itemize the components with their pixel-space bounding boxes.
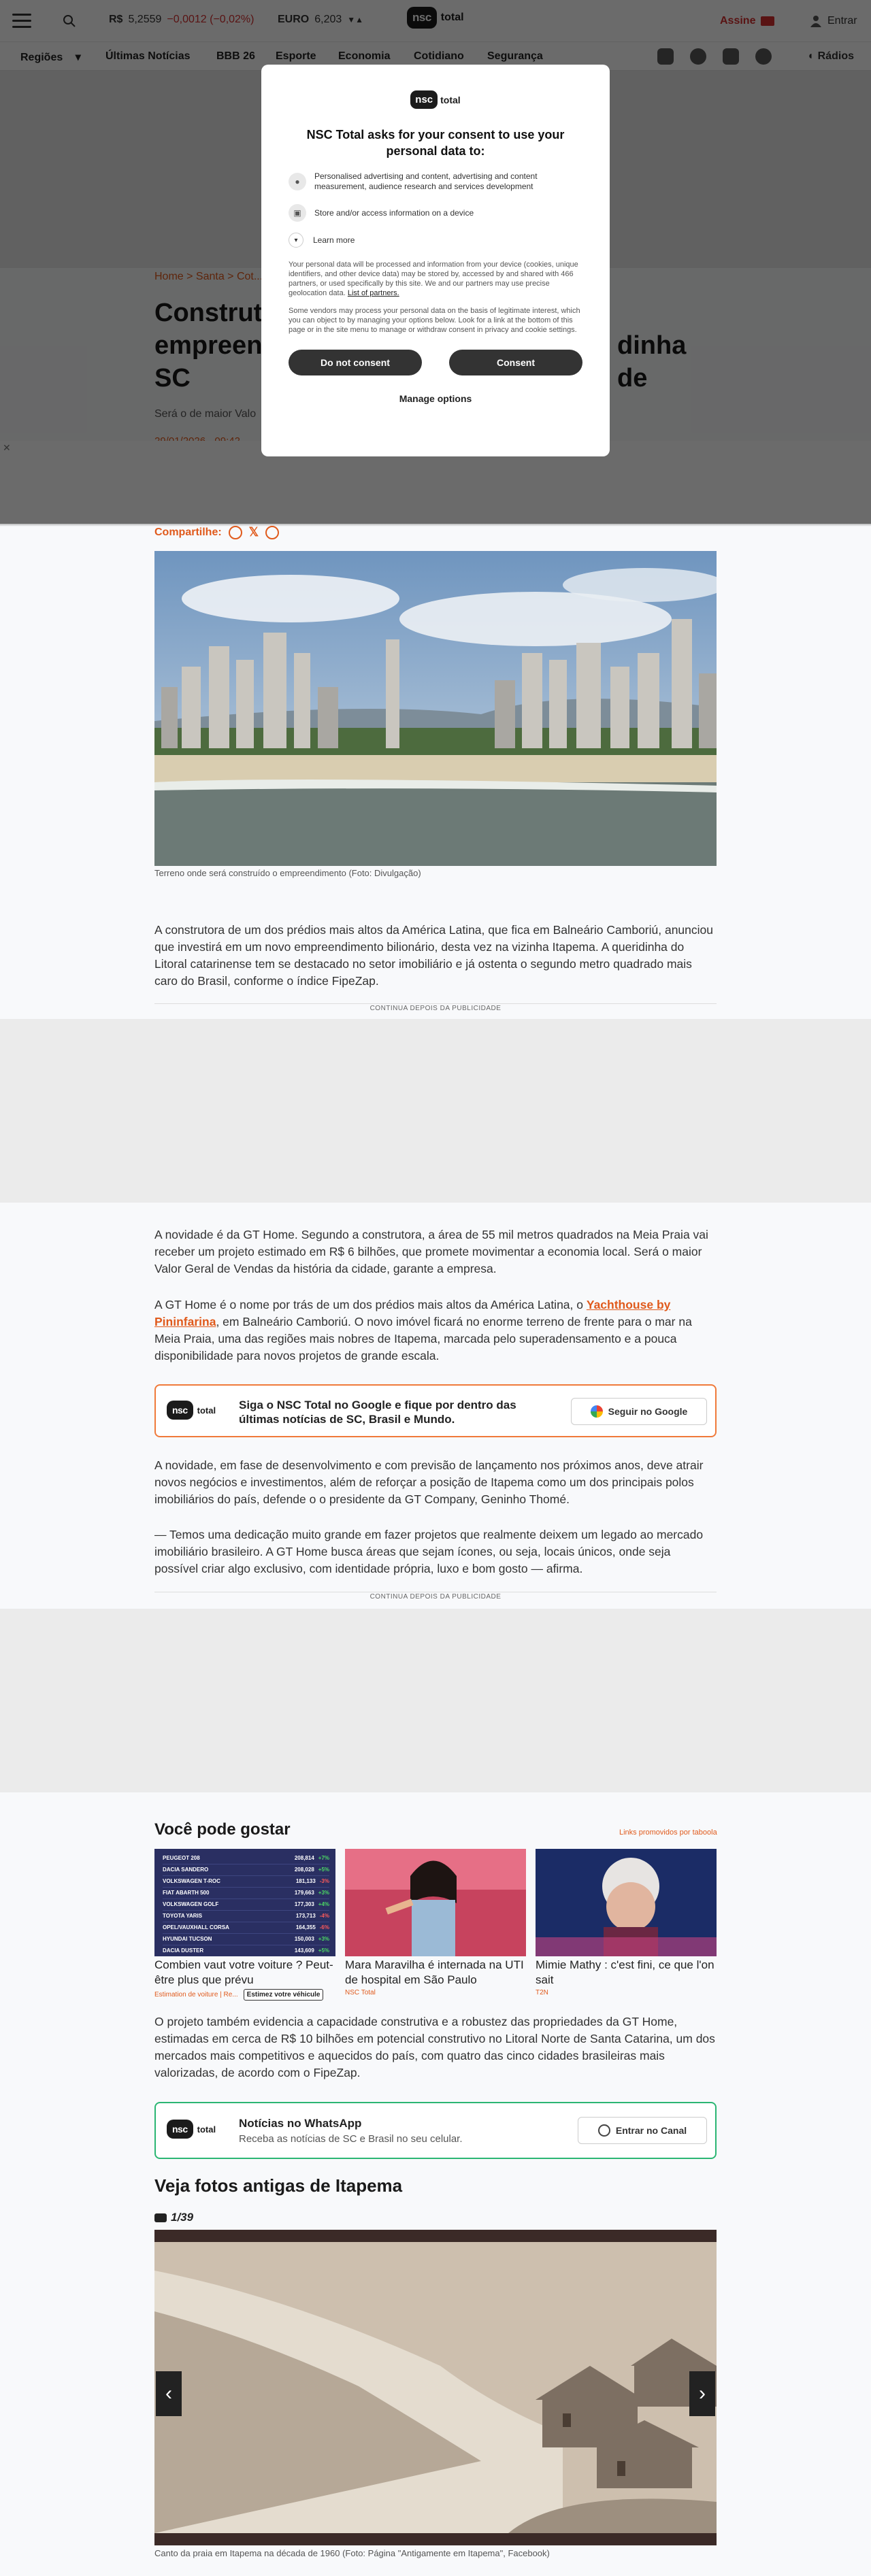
car-price-list — [163, 1853, 329, 1956]
counter-text: 1/39 — [171, 2211, 194, 2224]
button-label: Entrar no Canal — [615, 2125, 687, 2136]
article-paragraph: O projeto também evidencia a capacidade construtiva e a robustez das propriedades da GT Home, estimadas em cerca de R$ 10 bilhões em potencial construtivo no Litoral Norte de Santa Catarina, um dos mercados mais competitivos e aquecidos do país, com quatro das cinco cidades brasileiras mais valorizadas, de acordo com o FipeZap. — [154, 2015, 715, 2079]
car-price: 181,133 — [295, 1878, 316, 1884]
car-values — [295, 1899, 329, 1910]
rec-source-row — [154, 1989, 335, 2001]
card-logo — [167, 1401, 216, 1420]
car-change: +7% — [318, 1855, 329, 1861]
consent-heading: NSC Total asks for your consent to use your personal data to: — [306, 128, 565, 158]
gallery-next-button[interactable] — [689, 2371, 715, 2416]
whatsapp-card-title: Notícias no WhatsApp — [239, 2117, 362, 2130]
learn-more-toggle[interactable] — [289, 233, 582, 248]
facebook-icon[interactable] — [229, 526, 242, 539]
card-logo — [167, 2120, 216, 2139]
ad-label: CONTINUA DEPOIS DA PUBLICIDADE — [369, 1593, 502, 1601]
rec-title: Combien vaut votre voiture ? Peut-être plus que prévu — [154, 1958, 333, 1986]
car-name: PEUGEOT 208 — [163, 1855, 200, 1861]
rec-title: Mimie Mathy : c'est fini, ce que l'on sait — [536, 1958, 714, 1986]
button-label: Seguir no Google — [608, 1406, 688, 1417]
car-values — [295, 1934, 329, 1945]
article-paragraph: — Temos uma dedicação muito grande em fazer projetos que realmente deixem um legado ao mercado imobiliário brasileiro. A GT Home busca áreas que sejam ícones, ou seja, locais únicos, onde seja possível criar algo exclusivo, com identidade própria, luxo e bom gosto — afirma. — [154, 1528, 704, 1575]
consent-button[interactable]: Consent — [449, 350, 582, 375]
learn-more-label: Learn more — [313, 235, 355, 245]
article-paragraph: A construtora de um dos prédios mais altos da América Latina, que fica em Balneário Camboriú, anunciou que investirá em um novo empreendimento bilionário, desta vez na vizinha Itapema. A queridinha do Litoral catarinense tem se destacado no setor imobiliário e já ostenta o segundo metro quadrado mais caro do Brasil, conforme o índice FipeZap. — [154, 923, 714, 988]
consent-dialog — [261, 65, 610, 456]
car-values — [296, 1922, 329, 1933]
car-change: +5% — [318, 1867, 329, 1873]
chevron-left-icon: ‹ — [165, 2382, 172, 2405]
ad-label: CONTINUA DEPOIS DA PUBLICIDADE — [369, 1005, 502, 1012]
paragraph-text: A GT Home é o nome por trás de um dos prédios mais altos da América Latina, o — [154, 1298, 587, 1311]
chevron-down-icon: ▾ — [289, 233, 303, 248]
google-follow-card — [154, 1384, 717, 1437]
consent-buttons — [289, 350, 582, 375]
do-not-consent-button[interactable]: Do not consent — [289, 350, 422, 375]
gallery-heading: Veja fotos antigas de Itapema — [154, 2175, 403, 2196]
car-price: 143,609 — [294, 1947, 314, 1954]
car-price: 208,814 — [294, 1855, 314, 1861]
rec-item[interactable] — [154, 1849, 335, 2001]
gallery-caption: Canto da praia em Itapema na década de 1960 (Foto: Página "Antigamente em Itapema", Facebook) — [154, 2548, 550, 2558]
manage-options-button[interactable]: Manage options — [399, 393, 472, 404]
ad-slot — [0, 1019, 871, 1203]
car-change: +3% — [318, 1936, 329, 1942]
article-paragraph — [154, 1297, 717, 1365]
rec-thumbnail — [536, 1849, 717, 1956]
car-change: +4% — [318, 1901, 329, 1907]
x-icon[interactable]: 𝕏 — [248, 525, 259, 539]
car-change: -4% — [319, 1913, 329, 1919]
join-channel-button[interactable] — [578, 2117, 707, 2144]
car-row — [163, 1922, 329, 1934]
car-row — [163, 1853, 329, 1864]
car-values — [296, 1911, 329, 1922]
car-change: -3% — [319, 1878, 329, 1884]
consent-purpose — [289, 171, 582, 192]
car-name: VOLKSWAGEN GOLF — [163, 1901, 219, 1907]
car-price: 208,028 — [294, 1867, 314, 1873]
ad-slot — [0, 1609, 871, 1792]
car-change: +5% — [318, 1947, 329, 1954]
google-card-text: Siga o NSC Total no Google e fique por dentro das últimas notícias de SC, Brasil e Mundo. — [239, 1399, 516, 1426]
car-values — [296, 1876, 329, 1887]
article-paragraph: A novidade é da GT Home. Segundo a construtora, a área de 55 mil metros quadrados na Meia Praia vai receber um projeto estimado em R$ 6 bilhões, que promete movimentar a economia local. Será o maior Valor Geral de Vendas da história da cidade, garante a empresa. — [154, 1228, 708, 1275]
taboola-label[interactable]: Links promovidos por taboola — [619, 1828, 717, 1837]
consent-para: Some vendors may process your personal data on the basis of legitimate interest, which you can object to by managing your options below. Look for a link at the bottom of this page or in the site menu to manage or withdraw consent in privacy and cookie settings. — [289, 307, 580, 334]
rec-source: Estimation de voiture | Re... — [154, 1991, 238, 1998]
rec-source: NSC Total — [345, 1989, 376, 1996]
gallery-prev-button[interactable] — [156, 2371, 182, 2416]
consent-text — [289, 260, 582, 298]
rec-source: T2N — [536, 1989, 548, 1996]
logo-text: total — [197, 1405, 216, 1416]
car-row — [163, 1876, 329, 1888]
car-name: HYUNDAI TUCSON — [163, 1936, 212, 1942]
car-row — [163, 1888, 329, 1899]
rec-item[interactable] — [345, 1849, 526, 1996]
car-values — [295, 1853, 329, 1864]
device-icon: ▣ — [289, 204, 306, 222]
gallery-counter — [154, 2211, 193, 2224]
consent-para: Your personal data will be processed and information from your device (cookies, unique identifiers, and other device data) may be stored by, accessed by and shared with 466 partners, or used specifically by this site. We and our partners may use precise geolocation data. — [289, 261, 578, 297]
logo-box: nsc — [410, 90, 438, 109]
car-row — [163, 1945, 329, 1956]
share-bar — [154, 525, 279, 539]
logo-text: total — [197, 2124, 216, 2135]
article-paragraph: A novidade, em fase de desenvolvimento e com previsão de lançamento nos próximos anos, deve atrair novos negócios e investimentos, além de reforçar a posição de Itapema como um dos principais polos imobiliários do país, defende o o presidente da GT Company, Geninho Thomé. — [154, 1458, 704, 1506]
camera-icon — [154, 2213, 167, 2222]
car-row — [163, 1899, 329, 1911]
consent-purpose — [289, 204, 582, 222]
rec-title: Mara Maravilha é internada na UTI de hospital em São Paulo — [345, 1958, 524, 1986]
logo-box: nsc — [167, 2120, 193, 2139]
car-row — [163, 1864, 329, 1876]
car-price: 179,663 — [294, 1890, 314, 1896]
car-name: DACIA DUSTER — [163, 1947, 204, 1954]
car-name: VOLKSWAGEN T-ROC — [163, 1878, 220, 1884]
whatsapp-icon[interactable] — [265, 526, 279, 539]
car-price: 177,303 — [294, 1901, 314, 1907]
recs-heading: Você pode gostar — [154, 1820, 291, 1839]
car-change: +3% — [318, 1890, 329, 1896]
share-label: Compartilhe: — [154, 526, 222, 538]
consent-logo — [289, 90, 582, 109]
paragraph-text: , em Balneário Camboriú. O novo imóvel ficará no enorme terreno de frente para o mar na Meia Praia, uma das regiões mais nobres de Itapema, marcada pelo superadensamento e a pouca disponibilidade para novos projetos de grande escala. — [154, 1315, 692, 1362]
purpose-text: Store and/or access information on a device — [314, 207, 474, 218]
purpose-text: Personalised advertising and content, advertising and content measurement, audience research and services development — [314, 171, 538, 191]
car-price: 150,003 — [294, 1936, 314, 1942]
car-name: TOYOTA YARIS — [163, 1913, 203, 1919]
close-icon[interactable]: ✕ — [3, 442, 11, 453]
person-icon: ● — [289, 173, 306, 190]
photo-caption: Terreno onde será construído o empreendimento (Foto: Divulgação) — [154, 868, 421, 878]
car-name: DACIA SANDERO — [163, 1867, 209, 1873]
logo-text: total — [440, 94, 461, 105]
car-row — [163, 1911, 329, 1922]
logo-box: nsc — [167, 1401, 193, 1420]
car-values — [295, 1945, 329, 1956]
car-values — [295, 1864, 329, 1875]
rec-thumbnail — [154, 1849, 335, 1956]
car-name: OPEL/VAUXHALL CORSA — [163, 1924, 229, 1930]
follow-google-button[interactable] — [571, 1398, 707, 1425]
whatsapp-card-text: Receba as notícias de SC e Brasil no seu celular. — [239, 2133, 463, 2145]
car-name: FIAT ABARTH 500 — [163, 1890, 210, 1896]
chevron-right-icon: › — [699, 2382, 706, 2405]
gallery-image — [154, 2230, 717, 2545]
google-icon — [591, 1405, 603, 1418]
car-row — [163, 1934, 329, 1945]
partners-link[interactable]: List of partners. — [347, 289, 399, 297]
car-change: -6% — [319, 1924, 329, 1930]
rec-thumbnail — [345, 1849, 526, 1956]
car-price: 173,713 — [295, 1913, 316, 1919]
rec-item[interactable] — [536, 1849, 717, 1996]
estimate-button[interactable]: Estimez votre véhicule — [244, 1989, 324, 2001]
car-price: 164,355 — [295, 1924, 316, 1930]
article-photo — [154, 551, 717, 866]
yachthouse-link[interactable]: Yachthouse by Pininfarina — [154, 1298, 671, 1328]
whatsapp-icon — [598, 2124, 610, 2137]
car-values — [295, 1888, 329, 1898]
whatsapp-card — [154, 2102, 717, 2159]
divider — [154, 1003, 717, 1004]
